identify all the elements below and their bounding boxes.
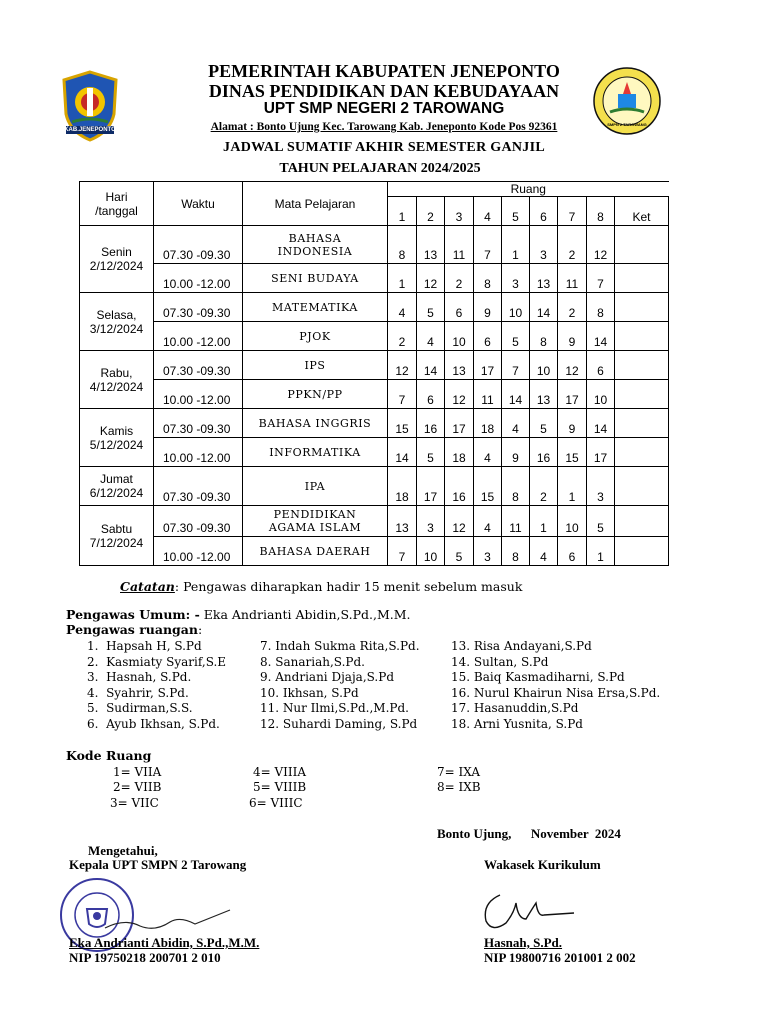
- supervisor-item: 17. Hasanuddin,S.Pd: [451, 701, 579, 715]
- subject-cell: IPS: [243, 351, 388, 380]
- room-cell: 7: [474, 226, 502, 264]
- day-name: Senin: [101, 245, 132, 259]
- supervisor-item: 13. Risa Andayani,S.Pd: [451, 639, 592, 653]
- room-cell: 3: [502, 264, 530, 293]
- subject-cell: PENDIDIKAN AGAMA ISLAM: [243, 506, 388, 537]
- acknowledged-label: Mengetahui,: [88, 843, 158, 858]
- note-cell: [615, 264, 669, 293]
- room-cell: 11: [445, 226, 474, 264]
- room-cell: 18: [445, 438, 474, 467]
- supervisor-item: 1. Hapsah H, S.Pd: [87, 639, 202, 653]
- room-cell: 9: [558, 409, 587, 438]
- room-cell: 6: [558, 537, 587, 566]
- room-cell: 8: [587, 293, 615, 322]
- note-cell: [615, 506, 669, 537]
- day-cell: [80, 506, 154, 566]
- supervisor-list-col1: [87, 639, 226, 732]
- room-supervisors-label: Pengawas ruangan: [66, 622, 198, 637]
- room-code-7: 7= IXA: [437, 765, 481, 779]
- room-cell: 12: [445, 506, 474, 537]
- table-row: [80, 409, 669, 438]
- general-supervisor-label: Pengawas Umum: -: [66, 607, 200, 622]
- day-name: Rabu,: [100, 365, 133, 380]
- subject-cell: BAHASA INDONESIA: [243, 226, 388, 264]
- room-cell: 13: [530, 264, 558, 293]
- room-code-6: 6= VIIIC: [249, 796, 303, 810]
- table-row: [80, 226, 669, 264]
- room-cell: 5: [587, 506, 615, 537]
- room-cell: 11: [558, 264, 587, 293]
- note-cell: [615, 467, 669, 506]
- room-header-1: 1: [388, 197, 417, 226]
- time-cell: 07.30 -09.30: [154, 506, 243, 537]
- room-cell: 5: [445, 537, 474, 566]
- day-name: Kamis: [99, 423, 134, 438]
- subject-cell: PJOK: [243, 322, 388, 351]
- header-address: Alamat : Bonto Ujung Kec. Tarowang Kab. Jeneponto Kode Pos 92361: [210, 121, 558, 133]
- time-cell: 07.30 -09.30: [154, 409, 243, 438]
- supervisor-item: 12. Suhardi Daming, S.Pd: [260, 716, 418, 731]
- room-cell: 8: [502, 467, 530, 506]
- room-cell: 17: [445, 409, 474, 438]
- room-cell: 2: [558, 293, 587, 322]
- note-cell: [615, 380, 669, 409]
- note-cell: [615, 293, 669, 322]
- room-code-8: 8= IXB: [437, 780, 481, 794]
- room-cell: 1: [530, 506, 558, 537]
- table-row: [80, 467, 669, 506]
- principal-name: Eka Andrianti Abidin, S.Pd.,M.M.: [69, 935, 260, 950]
- vice-principal-signature: [478, 883, 578, 935]
- room-code-heading: Kode Ruang: [66, 748, 152, 763]
- right-logo-caption: SMPN 2 TAROWANG: [607, 122, 647, 127]
- time-cell: 07.30 -09.30: [154, 467, 243, 506]
- header-line3: UPT SMP NEGERI 2 TAROWANG: [263, 100, 505, 117]
- note-cell: [615, 438, 669, 467]
- room-cell: 12: [445, 380, 474, 409]
- table-row: [80, 293, 669, 322]
- room-cell: 15: [474, 467, 502, 506]
- subject-cell: BAHASA DAERAH: [243, 537, 388, 566]
- supervisor-item: 5. Sudirman,S.S.: [87, 701, 193, 715]
- subject-cell: PPKN/PP: [243, 380, 388, 409]
- note-text: : Pengawas diharapkan hadir 15 menit sebelum masuk: [174, 579, 523, 594]
- table-row: [80, 506, 669, 537]
- room-cell: 8: [388, 226, 417, 264]
- table-row: [80, 537, 669, 566]
- day-cell: [80, 467, 154, 506]
- room-cell: 13: [530, 380, 558, 409]
- room-cell: 10: [417, 537, 445, 566]
- room-cell: 5: [417, 438, 445, 467]
- room-cell: 16: [530, 438, 558, 467]
- note: [120, 579, 522, 594]
- room-code-1: 1= VIIA: [113, 765, 162, 779]
- note-label: Catatan: [120, 579, 175, 594]
- supervisor-item: 2. Kasmiaty Syarif,S.E: [87, 654, 227, 669]
- note-cell: [615, 322, 669, 351]
- room-cell: 14: [388, 438, 417, 467]
- day-cell: [80, 293, 154, 351]
- schedule-year: TAHUN PELAJARAN 2024/2025: [279, 161, 481, 176]
- room-cell: 10: [530, 351, 558, 380]
- supervisor-item: 18. Arni Yusnita, S.Pd: [451, 716, 583, 731]
- supervisor-list-col3: [451, 639, 660, 732]
- header-waktu: Waktu: [154, 182, 243, 226]
- room-cell: 7: [388, 380, 417, 409]
- room-cell: 15: [388, 409, 417, 438]
- day-name: Jumat: [100, 472, 133, 486]
- room-cell: 1: [587, 537, 615, 566]
- room-code-5: 5= VIIIB: [253, 780, 307, 794]
- room-cell: 4: [474, 438, 502, 467]
- room-cell: 2: [388, 322, 417, 351]
- day-date: 6/12/2024: [89, 486, 144, 500]
- room-header-8: 8: [587, 197, 615, 226]
- supervisor-item: 7. Indah Sukma Rita,S.Pd.: [260, 639, 420, 653]
- table-row: [80, 322, 669, 351]
- day-cell: [80, 351, 154, 409]
- room-cell: 8: [530, 322, 558, 351]
- room-cell: 16: [417, 409, 445, 438]
- time-cell: 07.30 -09.30: [154, 351, 243, 380]
- room-cell: 7: [587, 264, 615, 293]
- supervisor-list-col2: [260, 639, 420, 732]
- principal-title: Kepala UPT SMPN 2 Tarowang: [69, 857, 247, 872]
- room-cell: 12: [587, 226, 615, 264]
- room-cell: 1: [502, 226, 530, 264]
- room-cell: 8: [474, 264, 502, 293]
- room-cell: 6: [417, 380, 445, 409]
- supervisor-item: 9. Andriani Djaja,S.Pd: [260, 670, 394, 684]
- day-cell: [80, 409, 154, 467]
- room-cell: 18: [474, 409, 502, 438]
- room-cell: 17: [474, 351, 502, 380]
- subject-cell: MATEMATIKA: [243, 293, 388, 322]
- room-cell: 4: [502, 409, 530, 438]
- room-cell: 1: [388, 264, 417, 293]
- room-cell: 8: [502, 537, 530, 566]
- subject-cell: IPA: [243, 467, 388, 506]
- room-cell: 4: [388, 293, 417, 322]
- subject-cell: SENI BUDAYA: [243, 264, 388, 293]
- room-cell: 7: [502, 351, 530, 380]
- room-header-4: 4: [474, 197, 502, 226]
- left-logo-caption: KAB.JENEPONTO: [64, 127, 116, 133]
- room-cell: 13: [388, 506, 417, 537]
- time-cell: 10.00 -12.00: [154, 438, 243, 467]
- day-date: 3/12/2024: [89, 321, 144, 336]
- principal-signature: [100, 898, 240, 938]
- room-cell: 3: [474, 537, 502, 566]
- header-line2: DINAS PENDIDIKAN DAN KEBUDAYAAN: [208, 81, 560, 101]
- day-date: 5/12/2024: [89, 437, 144, 452]
- room-cell: 14: [530, 293, 558, 322]
- schedule-title: JADWAL SUMATIF AKHIR SEMESTER GANJIL: [223, 140, 545, 155]
- room-cell: 9: [474, 293, 502, 322]
- room-cell: 14: [587, 322, 615, 351]
- room-cell: 3: [417, 506, 445, 537]
- room-cell: 1: [558, 467, 587, 506]
- place-date: Bonto Ujung, November 2024: [437, 826, 621, 841]
- day-date: 7/12/2024: [89, 535, 144, 550]
- room-cell: 9: [502, 438, 530, 467]
- room-cell: 3: [530, 226, 558, 264]
- room-header-7: 7: [558, 197, 587, 226]
- day-date: 4/12/2024: [89, 379, 144, 394]
- vice-principal-nip: NIP 19800716 201001 2 002: [484, 950, 636, 965]
- table-row: [80, 380, 669, 409]
- room-cell: 10: [445, 322, 474, 351]
- room-cell: 10: [587, 380, 615, 409]
- room-cell: 6: [474, 322, 502, 351]
- supervisor-item: 10. Ikhsan, S.Pd: [260, 685, 359, 700]
- supervisor-item: 16. Nurul Khairun Nisa Ersa,S.Pd.: [451, 685, 661, 700]
- supervisor-item: 8. Sanariah,S.Pd.: [260, 654, 365, 669]
- principal-nip: NIP 19750218 200701 2 010: [69, 950, 221, 965]
- room-header-6: 6: [530, 197, 558, 226]
- table-row: [80, 438, 669, 467]
- room-cell: 11: [474, 380, 502, 409]
- room-cell: 14: [417, 351, 445, 380]
- room-cell: 12: [558, 351, 587, 380]
- supervisor-item: 6. Ayub Ikhsan, S.Pd.: [87, 716, 220, 731]
- room-code-2: 2= VIIB: [113, 780, 162, 794]
- note-cell: [615, 537, 669, 566]
- day-name: Sabtu: [100, 521, 133, 536]
- day-name: Selasa,: [96, 307, 137, 322]
- note-cell: [615, 226, 669, 264]
- subject-cell: INFORMATIKA: [243, 438, 388, 467]
- table-row: [80, 351, 669, 380]
- supervisor-item: 3. Hasnah, S.Pd.: [87, 670, 192, 684]
- general-supervisor-name: Eka Andrianti Abidin,S.Pd.,M.M.: [199, 607, 411, 622]
- room-header-3: 3: [445, 197, 474, 226]
- room-cell: 12: [417, 264, 445, 293]
- room-supervisors-heading: Pengawas ruangan:: [66, 622, 203, 637]
- header-ruang: Ruang: [388, 182, 669, 197]
- time-cell: 10.00 -12.00: [154, 264, 243, 293]
- note-cell: [615, 409, 669, 438]
- supervisor-item: 4. Syahrir, S.Pd.: [87, 685, 189, 700]
- room-code-4: 4= VIIIA: [253, 765, 307, 779]
- room-cell: 18: [388, 467, 417, 506]
- time-cell: 07.30 -09.30: [154, 293, 243, 322]
- room-cell: 4: [530, 537, 558, 566]
- room-header-2: 2: [417, 197, 445, 226]
- day-date: 2/12/2024: [89, 259, 144, 273]
- room-cell: 14: [587, 409, 615, 438]
- room-cell: 13: [417, 226, 445, 264]
- room-cell: 13: [445, 351, 474, 380]
- room-cell: 5: [530, 409, 558, 438]
- room-cell: 2: [558, 226, 587, 264]
- header-mapel: Mata Pelajaran: [243, 182, 388, 226]
- room-cell: 12: [388, 351, 417, 380]
- general-supervisor: [66, 607, 411, 622]
- room-cell: 15: [558, 438, 587, 467]
- room-cell: 5: [502, 322, 530, 351]
- room-cell: 16: [445, 467, 474, 506]
- room-cell: 17: [417, 467, 445, 506]
- note-cell: [615, 351, 669, 380]
- header-hari: Hari /tanggal: [80, 182, 154, 226]
- room-code-3: 3= VIIC: [110, 796, 159, 810]
- header-line1: PEMERINTAH KABUPATEN JENEPONTO: [208, 61, 560, 81]
- room-cell: 3: [587, 467, 615, 506]
- header-ket: Ket: [615, 197, 669, 226]
- room-cell: 11: [502, 506, 530, 537]
- supervisor-item: 11. Nur Ilmi,S.Pd.,M.Pd.: [260, 701, 409, 715]
- subject-cell: BAHASA INGGRIS: [243, 409, 388, 438]
- room-header-5: 5: [502, 197, 530, 226]
- room-cell: 4: [417, 322, 445, 351]
- room-cell: 9: [558, 322, 587, 351]
- room-cell: 2: [530, 467, 558, 506]
- room-cell: 4: [474, 506, 502, 537]
- supervisor-item: 14. Sultan, S.Pd: [451, 654, 549, 669]
- time-cell: 07.30 -09.30: [154, 226, 243, 264]
- room-cell: 6: [587, 351, 615, 380]
- vice-principal-name: Hasnah, S.Pd.: [484, 935, 563, 950]
- room-cell: 2: [445, 264, 474, 293]
- table-row: [80, 264, 669, 293]
- room-cell: 5: [417, 293, 445, 322]
- room-cell: 10: [558, 506, 587, 537]
- schedule-table: [79, 181, 669, 566]
- room-cell: 7: [388, 537, 417, 566]
- time-cell: 10.00 -12.00: [154, 380, 243, 409]
- room-cell: 17: [587, 438, 615, 467]
- room-cell: 10: [502, 293, 530, 322]
- day-cell: [80, 226, 154, 293]
- time-cell: 10.00 -12.00: [154, 322, 243, 351]
- room-cell: 17: [558, 380, 587, 409]
- vice-principal-title: Wakasek Kurikulum: [484, 857, 601, 872]
- time-cell: 10.00 -12.00: [154, 537, 243, 566]
- room-cell: 6: [445, 293, 474, 322]
- supervisor-item: 15. Baiq Kasmadiharni, S.Pd: [451, 670, 625, 684]
- room-cell: 14: [502, 380, 530, 409]
